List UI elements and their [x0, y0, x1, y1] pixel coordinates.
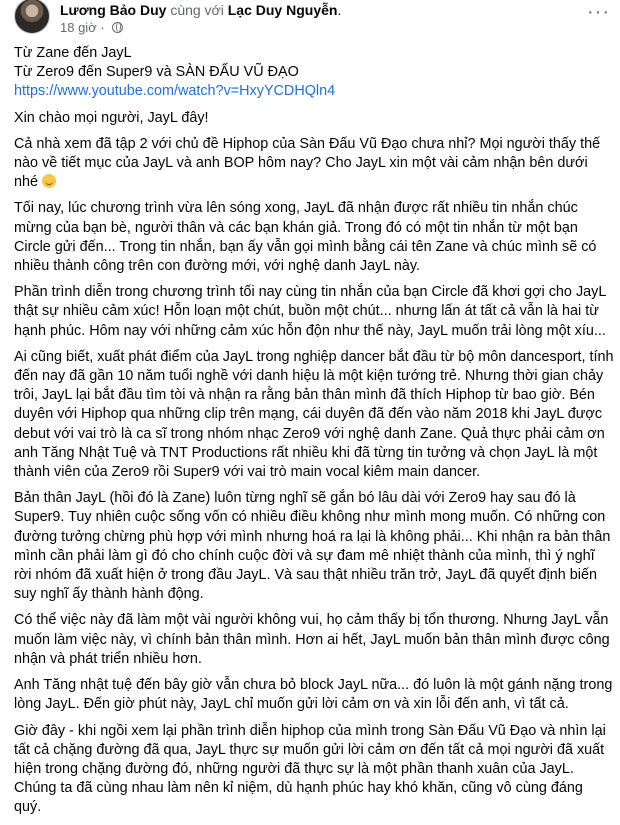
- intro-line-1: Từ Zane đến JayL: [14, 45, 132, 61]
- post-time[interactable]: 18 giờ: [60, 20, 97, 35]
- paragraph-1: [14, 135, 614, 193]
- intro-line-2: Từ Zero9 đến Super9 và SÀN ĐẤU VŨ ĐẠO: [14, 64, 299, 81]
- youtube-link[interactable]: https://www.youtube.com/watch?v=HxyYCDHQln4: [14, 83, 336, 100]
- paragraph-7: Anh Tăng nhật tuệ đến bây giờ vẫn chưa bỏ block JayL nữa... đó luôn là một gánh nặng trong lòng JayL. Đến giờ phút này, JayL chỉ muốn gửi lời cảm ơn và xin lỗi đến anh, vì tất cả.: [14, 677, 613, 713]
- with-text: cùng với: [170, 2, 224, 18]
- paragraph-3: Phần trình diễn trong chương trình tối nay cùng tin nhắn của bạn Circle đã khơi gợi cho JayL thật sự nhiều cảm xúc! Hỗn loạn một chút, buồn một chút... nhưng lấn át tất cả vẫn là hai từ hạnh phúc. Hôm nay với những cảm xúc hỗn độn như thế này, JayL muốn trải lòng một xíu...: [14, 284, 606, 339]
- globe-icon[interactable]: [112, 22, 123, 33]
- paragraph-8: Giờ đây - khi ngồi xem lại phần trình diễn hiphop của mình trong Sàn Đấu Vũ Đạo và nhìn lại tất cả chặng đường đã qua, JayL thực sự muốn gửi lời cảm ơn đến tất cả mọi người đã xuất hiện trong chặng đường đó, những người đã thực sự là một phần thanh xuân của JayL. Chúng ta đã cùng nhau làm nên kỉ niệm, dù hạnh phúc hay khó khăn, cũng vô cùng đáng quý.: [14, 722, 606, 816]
- post-meta: [60, 20, 123, 36]
- meta-separator: ·: [100, 20, 105, 35]
- grinning-face-emoji-icon: [42, 174, 56, 188]
- post-body: [14, 44, 614, 825]
- tagged-suffix: .: [337, 2, 342, 18]
- more-options-icon[interactable]: ···: [587, 1, 610, 23]
- paragraph-6: Có thể việc này đã làm một vài người không vui, họ cảm thấy bị tổn thương. Nhưng JayL vẫn muốn làm việc này, vì chính bản thân mình. Hơn ai hết, JayL muốn bản thân mình được công nhận và phát triển nhiều hơn.: [14, 612, 610, 667]
- author-name[interactable]: Lương Bảo Duy: [60, 2, 167, 18]
- paragraph-1-text: Cả nhà xem đã tập 2 với chủ đề Hiphop của Sàn Đấu Vũ Đạo chưa nhỉ? Mọi người thấy thế nào về tiết mục của JayL và anh BOP hôm nay? Cho JayL xin một vài cảm nhận bên dưới nhé: [14, 135, 601, 191]
- paragraph-5: Bản thân JayL (hồi đó là Zane) luôn từng nghĩ sẽ gắn bó lâu dài với Zero9 hay sau đó là Super9. Tuy nhiên cuộc sống vốn có nhiều điều không như mình mong muốn. Có những con đường tưởng chừng phù hợp với mình nhưng hoá ra lại là không phải... Khi nhận ra bản thân mình cần phải làm gì đó cho chính cuộc đời và sự đam mê nhiệt thành của mình, thì ý nghĩ rời nhóm đã xuất hiện ở trong đầu JayL. Và sau thật nhiều trăn trở, JayL đã quyết định biến suy nghĩ ấy thành hành động.: [14, 490, 611, 603]
- author-line: [60, 1, 341, 19]
- tagged-user[interactable]: Lạc Duy Nguyễn: [227, 2, 338, 18]
- intro-block: [14, 44, 614, 102]
- post-header: [14, 0, 610, 40]
- paragraph-4: Ai cũng biết, xuất phát điểm của JayL trong nghiệp dancer bắt đầu từ bộ môn dancesport, tính đến nay đã gần 10 năm tuổi nghề với danh hiệu là một kiện tướng trẻ. Nhưng thời gian chảy trôi, JayL lại bắt đầu tìm tòi và nhận ra rằng bản thân mình đã thích Hiphop từ bao giờ. Bén duyên với Hiphop qua những clip trên mạng, cái duyên đã đến vào năm 2018 khi JayL được debut với vai trò là ca sĩ trong nhóm nhạc Zero9 với nghệ danh Zane. Quả thực phải cảm ơn anh Tăng Nhật Tuệ và TNT Productions rất nhiều khi đã từng tin tưởng và chọn JayL là một thành viên của Zero9 rồi Super9 với vai trò main vocal kiêm main dancer.: [14, 348, 614, 481]
- author-avatar[interactable]: [14, 0, 50, 34]
- greeting: Xin chào mọi người, JayL đây!: [14, 109, 209, 126]
- paragraph-2: Tối nay, lúc chương trình vừa lên sóng xong, JayL đã nhận được rất nhiều tin nhắn chúc mừng của bạn bè, người thân và các bạn khán giả. Trong đó có một tin nhắn từ một bạn Circle gửi đến... Trong tin nhắn, bạn ấy vẫn gọi mình bằng cái tên Zane và chúc mình sẽ có nhiều thành công trên con đường mới, với nghệ danh JayL này.: [14, 200, 597, 275]
